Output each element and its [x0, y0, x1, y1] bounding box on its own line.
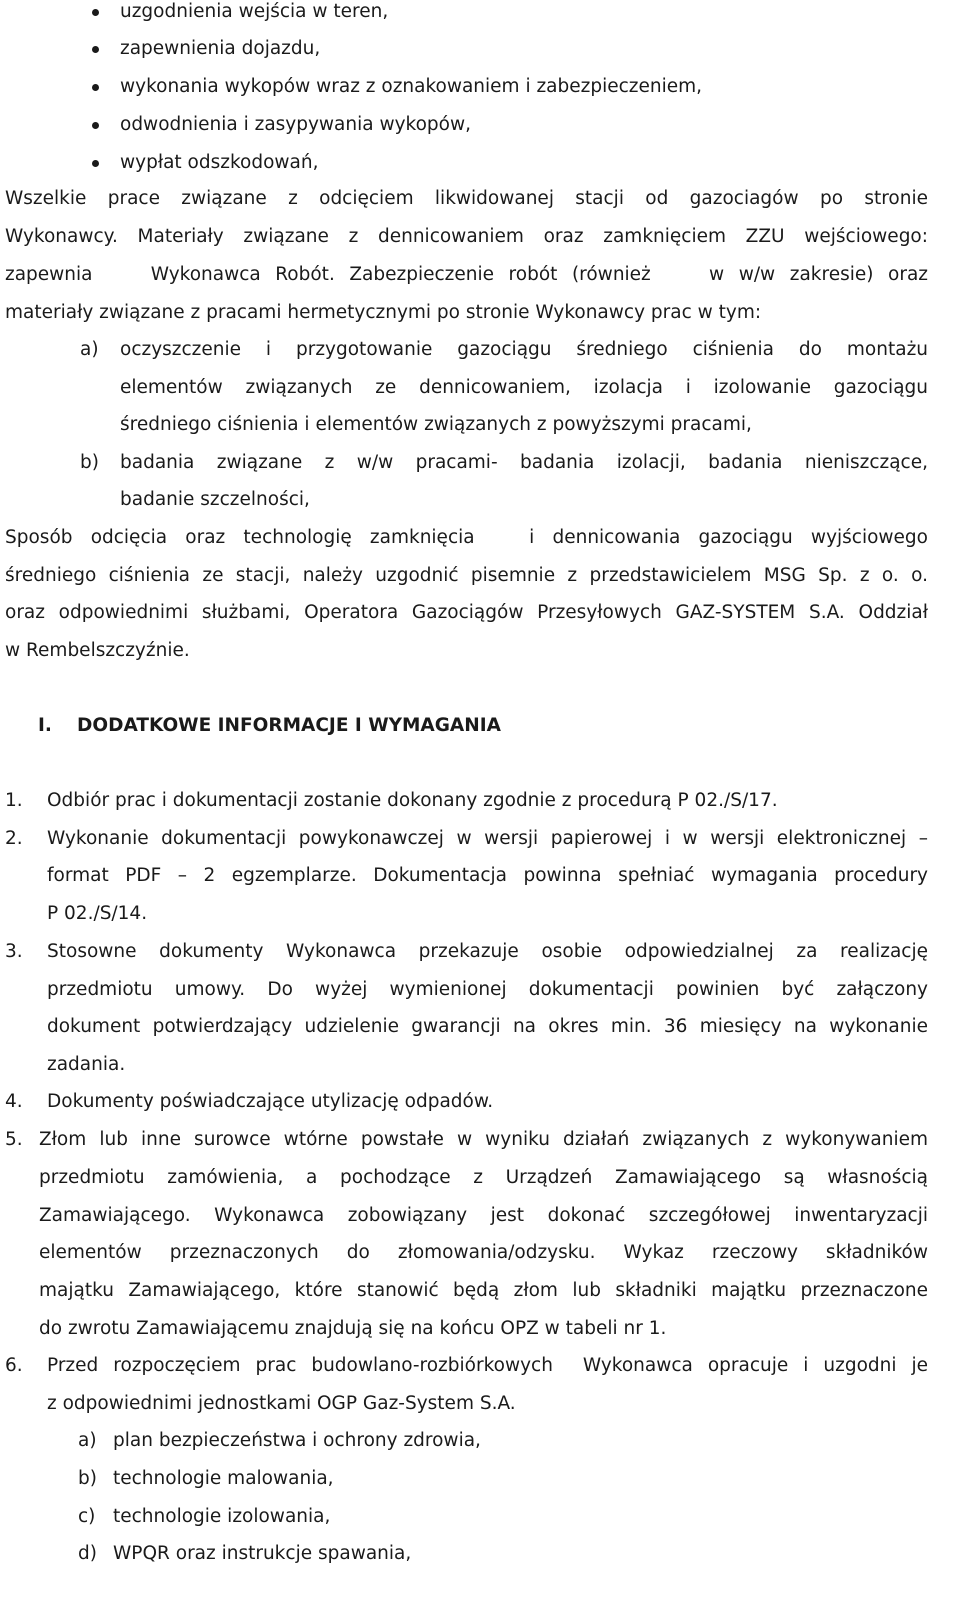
- list-item-line: Zamawiającego. Wykonawca zobowiązany jest dokonać szczegółowej inwentaryzacji: [39, 1205, 928, 1226]
- list-item-line: zadania.: [47, 1054, 126, 1075]
- paragraph-line: Wszelkie prace związane z odcięciem likwidowanej stacji od gazociagów po stronie: [5, 188, 928, 209]
- list-item-line: elementów przeznaczonych do złomowania/odzysku. Wykaz rzeczowy składników: [39, 1242, 928, 1263]
- list-item-line: średniego ciśnienia i elementów związanych z powyższymi pracami,: [120, 414, 752, 435]
- list-item-line: Odbiór prac i dokumentacji zostanie dokonany zgodnie z procedurą P 02./S/17.: [47, 790, 778, 811]
- list-number: 6.: [5, 1355, 23, 1376]
- list-item-line: Wykonanie dokumentacji powykonawczej w wersji papierowej i w wersji elektronicznej –: [47, 828, 928, 849]
- list-item-line: dokument potwierdzający udzielenie gwarancji na okres min. 36 miesięcy na wykonanie: [47, 1016, 928, 1037]
- list-marker: b): [78, 1468, 97, 1489]
- list-item-line: do zwrotu Zamawiającemu znajdują się na końcu OPZ w tabeli nr 1.: [39, 1318, 667, 1339]
- bullet-dot: [92, 46, 99, 53]
- paragraph-line: w Rembelszczyźnie.: [5, 640, 190, 661]
- list-item-line: P 02./S/14.: [47, 903, 148, 924]
- list-item-line: Złom lub inne surowce wtórne powstałe w wyniku działań związanych z wykonywaniem: [39, 1129, 928, 1150]
- paragraph-line: Wykonawcy. Materiały związane z dennicowaniem oraz zamknięciem ZZU wejściowego:: [5, 226, 928, 247]
- list-marker: d): [78, 1543, 97, 1564]
- section-title: DODATKOWE INFORMACJE I WYMAGANIA: [77, 715, 501, 736]
- list-marker: b): [80, 452, 99, 473]
- paragraph-line: oraz odpowiednimi służbami, Operatora Gazociągów Przesyłowych GAZ-SYSTEM S.A. Oddział: [5, 602, 928, 623]
- list-marker: a): [78, 1430, 97, 1451]
- bullet-item: uzgodnienia wejścia w teren,: [120, 1, 389, 22]
- bullet-item: odwodnienia i zasypywania wykopów,: [120, 114, 472, 135]
- list-number: 3.: [5, 941, 23, 962]
- list-item-line: Stosowne dokumenty Wykonawca przekazuje osobie odpowiedzialnej za realizację: [47, 941, 928, 962]
- bullet-dot: [92, 160, 99, 167]
- list-number: 4.: [5, 1091, 23, 1112]
- list-item-line: z odpowiednimi jednostkami OGP Gaz-System S.A.: [47, 1393, 516, 1414]
- list-item-line: Dokumenty poświadczające utylizację odpadów.: [47, 1091, 494, 1112]
- list-item-line: technologie izolowania,: [113, 1506, 331, 1527]
- paragraph-line: zapewnia Wykonawca Robót. Zabezpieczenie robót (również w w/w zakresie) oraz: [5, 264, 928, 285]
- list-item-line: badania związane z w/w pracami- badania izolacji, badania nieniszczące,: [120, 452, 928, 473]
- section-number: I.: [38, 715, 52, 736]
- list-item-line: badanie szczelności,: [120, 489, 310, 510]
- bullet-dot: [92, 122, 99, 129]
- list-item-line: przedmiotu zamówienia, a pochodzące z Urządzeń Zamawiającego są własnością: [39, 1167, 928, 1188]
- bullet-item: wykonania wykopów wraz z oznakowaniem i zabezpieczeniem,: [120, 76, 703, 97]
- list-item-line: przedmiotu umowy. Do wyżej wymienionej dokumentacji powinien być załączony: [47, 979, 928, 1000]
- paragraph-line: Sposób odcięcia oraz technologię zamknięcia i dennicowania gazociągu wyjściowego: [5, 527, 928, 548]
- list-number: 2.: [5, 828, 23, 849]
- list-item-line: elementów związanych ze dennicowaniem, izolacja i izolowanie gazociągu: [120, 377, 928, 398]
- bullet-item: wypłat odszkodowań,: [120, 152, 319, 173]
- list-number: 1.: [5, 790, 23, 811]
- bullet-dot: [92, 84, 99, 91]
- list-marker: c): [78, 1506, 96, 1527]
- list-item-line: oczyszczenie i przygotowanie gazociągu średniego ciśnienia do montażu: [120, 339, 928, 360]
- list-marker: a): [80, 339, 99, 360]
- list-item-line: plan bezpieczeństwa i ochrony zdrowia,: [113, 1430, 481, 1451]
- list-item-line: majątku Zamawiającego, które stanowić będą złom lub składniki majątku przeznaczone: [39, 1280, 928, 1301]
- list-item-line: format PDF – 2 egzemplarze. Dokumentacja powinna spełniać wymagania procedury: [47, 865, 928, 886]
- list-item-line: technologie malowania,: [113, 1468, 334, 1489]
- bullet-item: zapewnienia dojazdu,: [120, 38, 321, 59]
- list-item-line: WPQR oraz instrukcje spawania,: [113, 1543, 412, 1564]
- list-item-line: Przed rozpoczęciem prac budowlano-rozbiórkowych Wykonawca opracuje i uzgodni je: [47, 1355, 928, 1376]
- paragraph-line: materiały związane z pracami hermetycznymi po stronie Wykonawcy prac w tym:: [5, 302, 762, 323]
- paragraph-line: średniego ciśnienia ze stacji, należy uzgodnić pisemnie z przedstawicielem MSG Sp. z o. o.: [5, 565, 928, 586]
- bullet-dot: [92, 9, 99, 16]
- list-number: 5.: [5, 1129, 23, 1150]
